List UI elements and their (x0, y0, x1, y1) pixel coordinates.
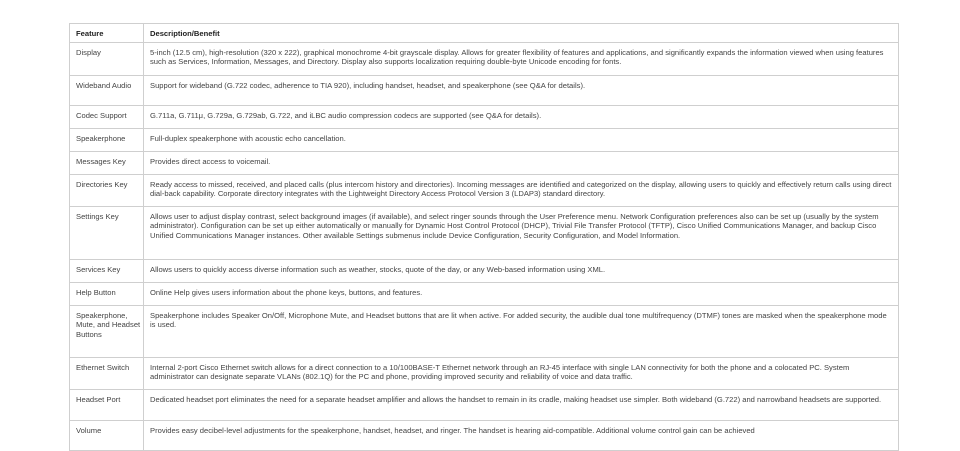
feature-table-container (69, 23, 898, 451)
feature-cell: Ethernet Switch (70, 358, 144, 390)
feature-cell: Speakerphone, Mute, and Headset Buttons (70, 306, 144, 358)
table-row (70, 306, 899, 358)
table-row (70, 421, 899, 451)
feature-table (69, 23, 899, 451)
table-row (70, 358, 899, 390)
description-cell: Speakerphone includes Speaker On/Off, Microphone Mute, and Headset buttons that are lit when active. For added security, the audible dual tone multifrequency (DTMF) tones are masked when the speakerphone mode is used. (144, 306, 899, 358)
description-cell: Support for wideband (G.722 codec, adherence to TIA 920), including handset, headset, and speakerphone (see Q&A for details). (144, 76, 899, 106)
description-cell: G.711a, G.711μ, G.729a, G.729ab, G.722, and iLBC audio compression codecs are supported (see Q&A for details). (144, 106, 899, 129)
header-feature: Feature (70, 24, 144, 43)
table-row (70, 260, 899, 283)
feature-cell: Help Button (70, 283, 144, 306)
description-cell: 5-inch (12.5 cm), high-resolution (320 x 222), graphical monochrome 4-bit grayscale display. Allows for greater flexibility of features and applications, and significantly expands the information viewed when using features such as Services, Information, Messages, and Directory. Display also supports localization requiring double-byte Unicode encoding for fonts. (144, 43, 899, 76)
feature-cell: Speakerphone (70, 129, 144, 152)
feature-cell: Volume (70, 421, 144, 451)
description-cell: Provides easy decibel-level adjustments for the speakerphone, handset, headset, and ringer. The handset is hearing aid-compatible. Additional volume control gain can be achieved (144, 421, 899, 451)
description-cell: Dedicated headset port eliminates the need for a separate headset amplifier and allows the handset to remain in its cradle, making headset use simpler. Both wideband (G.722) and narrowband headsets are supported. (144, 390, 899, 421)
table-row (70, 207, 899, 260)
description-cell: Allows user to adjust display contrast, select background images (if available), and select ringer sounds through the User Preference menu. Network Configuration preferences also can be set up (usually by the system administrator). Configuration can be set up either automatically or manually for Dynamic Host Control Protocol (DHCP), Trivial File Transfer Protocol (TFTP), Cisco Unified Communications Manager, and backup Cisco Unified Communications Manager instances. Other available Settings submenus include Device Configuration, Security Configuration, and Model Information. (144, 207, 899, 260)
feature-cell: Services Key (70, 260, 144, 283)
table-row (70, 283, 899, 306)
feature-cell: Directories Key (70, 175, 144, 207)
description-cell: Ready access to missed, received, and placed calls (plus intercom history and directories). Incoming messages are identified and categorized on the display, allowing users to quickly and effectively return calls using direct dial-back capability. Corporate directory integrates with the Lightweight Directory Access Protocol Version 3 (LDAP3) standard directory. (144, 175, 899, 207)
table-row (70, 152, 899, 175)
table-row (70, 43, 899, 76)
table-row (70, 390, 899, 421)
feature-cell: Codec Support (70, 106, 144, 129)
description-cell: Provides direct access to voicemail. (144, 152, 899, 175)
feature-cell: Display (70, 43, 144, 76)
description-cell: Full-duplex speakerphone with acoustic echo cancellation. (144, 129, 899, 152)
feature-cell: Headset Port (70, 390, 144, 421)
table-row (70, 106, 899, 129)
header-description: Description/Benefit (144, 24, 899, 43)
table-row (70, 175, 899, 207)
table-header-row (70, 24, 899, 43)
description-cell: Online Help gives users information about the phone keys, buttons, and features. (144, 283, 899, 306)
table-row (70, 129, 899, 152)
feature-cell: Wideband Audio (70, 76, 144, 106)
feature-cell: Messages Key (70, 152, 144, 175)
description-cell: Internal 2-port Cisco Ethernet switch allows for a direct connection to a 10/100BASE-T Ethernet network through an RJ-45 interface with single LAN connectivity for both the phone and a colocated PC. System administrator can designate separate VLANs (802.1Q) for the PC and phone, providing improved security and reliability of voice and data traffic. (144, 358, 899, 390)
description-cell: Allows users to quickly access diverse information such as weather, stocks, quote of the day, or any Web-based information using XML. (144, 260, 899, 283)
table-row (70, 76, 899, 106)
feature-cell: Settings Key (70, 207, 144, 260)
